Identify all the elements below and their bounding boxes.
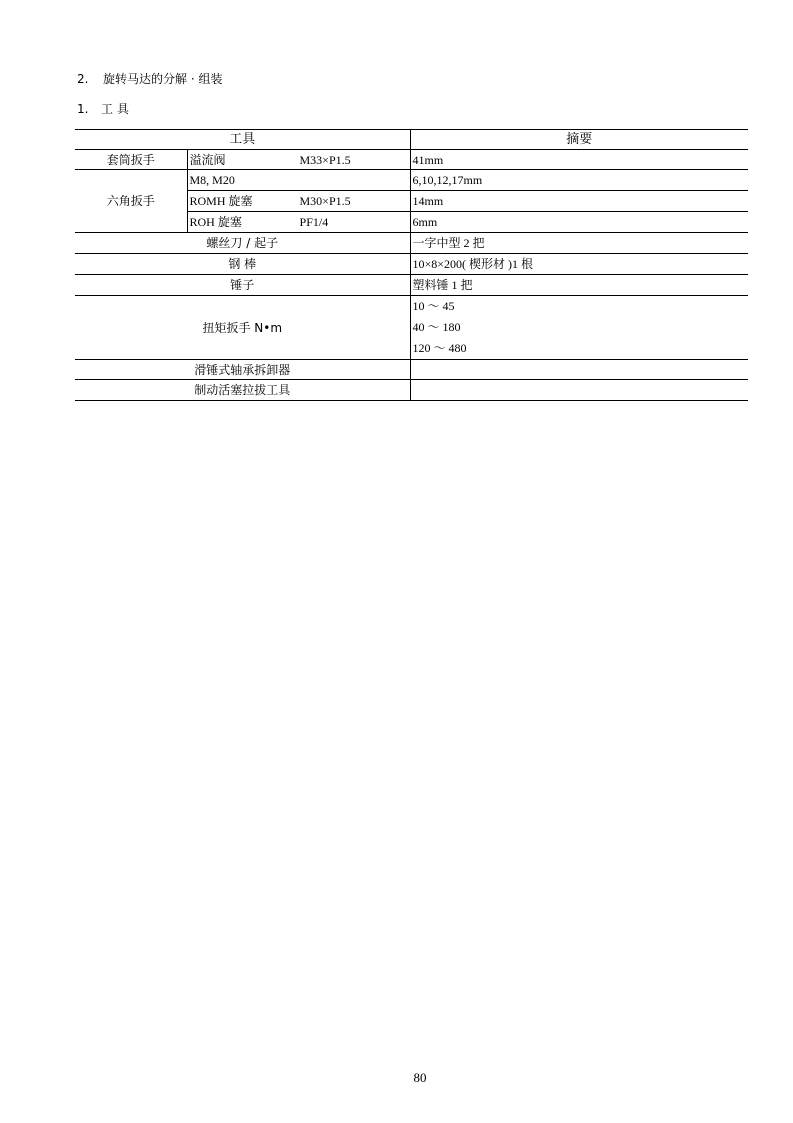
item-hex-sizes: M8, M20 xyxy=(187,170,410,191)
summary-hammer: 塑料锤 1 把 xyxy=(410,275,748,296)
tool-torque-wrench: 扭矩扳手 N•m xyxy=(75,296,410,360)
torque-range: 10 ～ 45 xyxy=(412,299,455,313)
table-row xyxy=(75,275,748,296)
table-row xyxy=(75,360,748,380)
tool-piston-puller: 制动活塞拉拔工具 xyxy=(75,380,410,401)
item-relief-valve: 溢流阀 xyxy=(189,152,226,167)
item-romh-plug: ROMH 旋塞 xyxy=(189,194,253,208)
summary-piston-puller xyxy=(410,380,748,401)
table-row xyxy=(75,170,748,191)
tools-table xyxy=(75,129,748,401)
torque-range: 40 ～ 180 xyxy=(412,320,461,334)
item-cell xyxy=(187,212,410,233)
subsection-heading xyxy=(77,101,129,117)
tool-bearing-puller: 滑锤式轴承拆卸器 xyxy=(75,360,410,380)
table-row xyxy=(75,296,748,360)
table-row xyxy=(75,150,748,170)
page-number: 80 xyxy=(413,1070,427,1085)
summary-romh-plug: 14mm xyxy=(410,191,748,212)
summary-torque-ranges xyxy=(410,296,748,360)
summary-socket: 41mm xyxy=(410,150,748,170)
section-number: 2. xyxy=(77,72,89,86)
spec-relief-valve: M33×P1.5 xyxy=(299,152,351,167)
tool-steel-bar: 钢 棒 xyxy=(75,254,410,275)
subsection-title: 工 具 xyxy=(101,102,129,116)
group-hex-wrench: 六角扳手 xyxy=(75,170,187,233)
spec-roh-plug: PF1/4 xyxy=(299,215,329,229)
subsection-number: 1. xyxy=(77,102,89,116)
item-cell xyxy=(187,150,410,170)
header-summary: 摘要 xyxy=(410,130,748,150)
tool-screwdriver: 螺丝刀 / 起子 xyxy=(75,233,410,254)
section-title: 旋转马达的分解 · 组装 xyxy=(103,72,223,86)
summary-screwdriver: 一字中型 2 把 xyxy=(410,233,748,254)
summary-roh-plug: 6mm xyxy=(410,212,748,233)
summary-bearing-puller xyxy=(410,360,748,380)
header-tool: 工具 xyxy=(75,130,410,150)
table-header-row xyxy=(75,130,748,150)
item-roh-plug: ROH 旋塞 xyxy=(189,215,242,229)
summary-steel-bar: 10×8×200( 楔形材 )1 根 xyxy=(410,254,748,275)
spec-romh-plug: M30×P1.5 xyxy=(299,194,351,208)
table-row xyxy=(75,254,748,275)
summary-hex-sizes: 6,10,12,17mm xyxy=(410,170,748,191)
group-socket-wrench: 套筒扳手 xyxy=(75,150,187,170)
torque-range: 120 ～ 480 xyxy=(412,341,467,355)
table-row xyxy=(75,380,748,401)
tool-hammer: 锤子 xyxy=(75,275,410,296)
item-cell xyxy=(187,191,410,212)
table-row xyxy=(75,233,748,254)
section-heading xyxy=(77,71,222,87)
